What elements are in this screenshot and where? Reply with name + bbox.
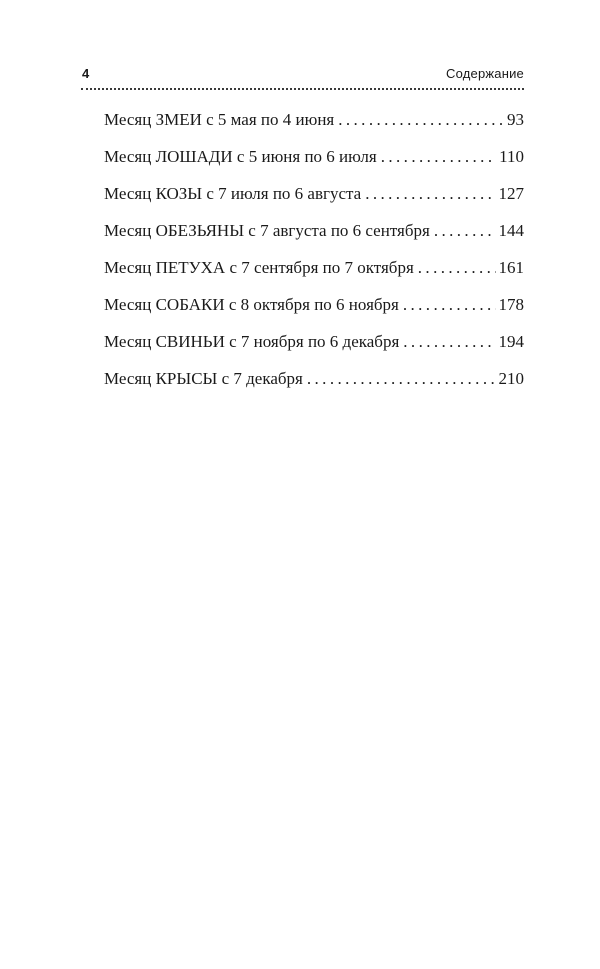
toc-entry-title: Месяц КОЗЫ с 7 июля по 6 августа xyxy=(104,184,362,203)
dot-leader xyxy=(418,258,496,278)
toc-entry xyxy=(104,295,524,332)
toc-entry xyxy=(104,258,524,295)
toc-entry xyxy=(104,332,524,369)
toc-entry-page: 127 xyxy=(498,184,524,203)
toc-entry-title: Месяц ПЕТУХА с 7 сентября по 7 октября xyxy=(104,258,414,277)
toc-entry-title: Месяц КРЫСЫ с 7 декабря xyxy=(104,369,303,388)
toc-entry-page: 194 xyxy=(498,332,524,351)
dot-leader xyxy=(434,221,496,241)
dot-leader xyxy=(381,147,496,167)
dot-leader xyxy=(403,332,495,352)
toc-entry-page: 110 xyxy=(499,147,524,166)
toc-entry-title: Месяц ЗМЕИ с 5 мая по 4 июня xyxy=(104,110,335,129)
page-header xyxy=(81,62,524,92)
dot-leader xyxy=(307,369,496,389)
toc-entry xyxy=(104,147,524,184)
toc-entry xyxy=(104,221,524,258)
dot-leader xyxy=(365,184,495,204)
toc-entry-page: 178 xyxy=(498,295,524,314)
toc-entry-title: Месяц ОБЕЗЬЯНЫ с 7 августа по 6 сентября xyxy=(104,221,430,240)
dot-leader xyxy=(403,295,496,315)
dot-leader xyxy=(338,110,504,130)
toc-entry xyxy=(104,110,524,147)
toc-entry-title: Месяц СОБАКИ с 8 октября по 6 ноября xyxy=(104,295,399,314)
toc-entry xyxy=(104,369,524,406)
header-dotted-rule xyxy=(81,88,524,90)
toc-entry-title: Месяц СВИНЬИ с 7 ноября по 6 декабря xyxy=(104,332,400,351)
table-of-contents xyxy=(104,110,524,406)
toc-entry-page: 210 xyxy=(498,369,524,388)
toc-entry xyxy=(104,184,524,221)
toc-entry-title: Месяц ЛОШАДИ с 5 июня по 6 июля xyxy=(104,147,377,166)
toc-entry-page: 161 xyxy=(498,258,524,277)
toc-entry-page: 144 xyxy=(498,221,524,240)
toc-entry-page: 93 xyxy=(507,110,524,129)
running-title: Содержание xyxy=(446,66,524,81)
page-number: 4 xyxy=(82,66,90,81)
